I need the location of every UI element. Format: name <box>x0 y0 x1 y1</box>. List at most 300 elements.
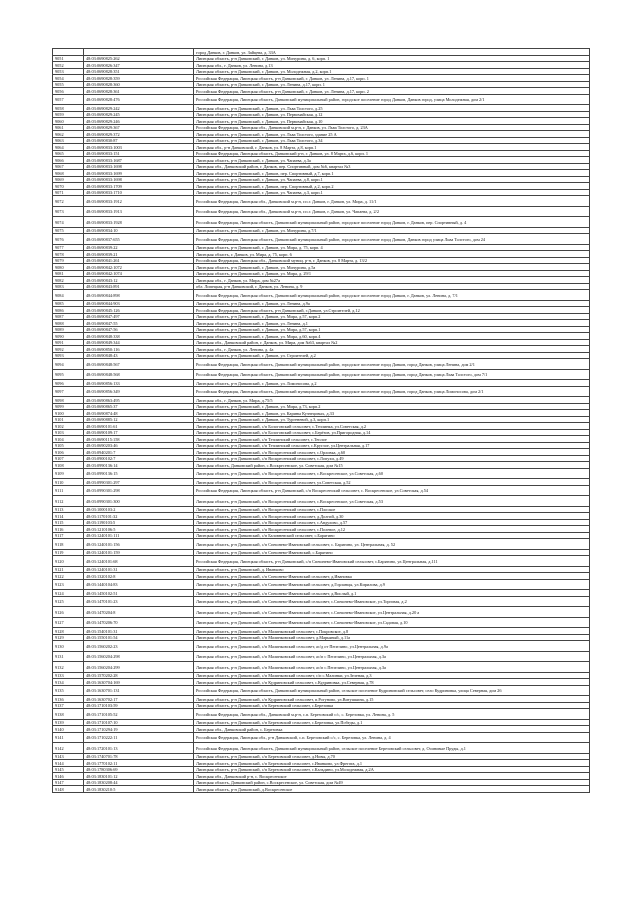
cadastral-number-cell: 48:03:1830101:12 <box>84 773 194 780</box>
address-cell: Липецкая область, Данковский район, с.Воскресенское, ул. Советская, дом №15 <box>194 462 590 469</box>
cadastral-number-cell: 48:03:0690833:1687 <box>84 157 194 164</box>
table-row <box>53 709 590 720</box>
table-row <box>53 386 590 397</box>
row-number-cell: 9141 <box>53 732 84 743</box>
row-number-cell: 9064 <box>53 144 84 151</box>
row-number-cell: 9089 <box>53 326 84 333</box>
address-cell: Липецкая область, р-н Данковский, с/п Теплинский сельсовет, с.Теплое <box>194 436 590 443</box>
cadastral-number-cell: 48:03:1630701:131 <box>84 685 194 696</box>
address-cell: Липецкая область, р-н Данковский, с/п Спешнево-Ивановский, с.Барятино <box>194 549 590 556</box>
row-number-cell: 9070 <box>53 183 84 190</box>
table-row <box>53 369 590 380</box>
address-cell: Российская Федерация, Липецкая область, р-н Данковский, с/п Воскресенский сельсовет, с. Воскресенское, ул.Советская, д.54 <box>194 485 590 496</box>
cadastral-number-cell: 48:03:0690844:898 <box>84 290 194 301</box>
cadastral-number-cell: 48:03:1560202:23 <box>84 641 194 652</box>
row-number-cell: 9055 <box>53 81 84 88</box>
table-row <box>53 206 590 217</box>
row-number-cell: 9097 <box>53 386 84 397</box>
address-cell: Липецкая область, р-н Данковский, г. Данков, ул. Мичурина, д. 6, корп. 1 <box>194 55 590 62</box>
table-row <box>53 468 590 479</box>
table-row <box>53 359 590 370</box>
address-cell: Липецкая область, р-н Данковский, с/п Воскресенский сельсовет, ул.Советская, д.52 <box>194 479 590 486</box>
row-number-cell: 9076 <box>53 234 84 245</box>
cadastral-number-cell: 48:03:0690839:22 <box>84 244 194 251</box>
table-row <box>53 496 590 507</box>
address-cell: Российская Федерация, Липецкая обл., Данковский м.р-н, г.п.г. Данков, г. Данков, ул. Чапаева, д. 2/2 <box>194 206 590 217</box>
address-cell: Липецкая обл., Данковский район, г. Данков, ул. Мира, дом №63, квартал №2 <box>194 339 590 346</box>
cadastral-number-cell: 48:03:0690833:1913 <box>84 206 194 217</box>
cadastral-number-cell: 48:03:0690829:372 <box>84 131 194 138</box>
address-cell: Липецкая область, р-н Данковский, г. Данков, ул. Мичурина, д.7/1 <box>194 227 590 234</box>
cadastral-number-cell: 48:03:0690841:261 <box>84 257 194 264</box>
table-row <box>53 94 590 105</box>
table-row <box>53 196 590 207</box>
address-cell: Липецкая область, р-н Данковский, с/п Теплинский сельсовет, с.Круглое, ул.Центральная, д.17 <box>194 442 590 449</box>
cadastral-number-cell: 48:03:1710105:52 <box>84 709 194 720</box>
row-number-cell: 9057 <box>53 94 84 105</box>
cadastral-number-cell: 48:03:1830208:44 <box>84 779 194 786</box>
address-cell: Липецкая область, р-н Данковский, г. Данков, ул. Первомайская, д.10 <box>194 118 590 125</box>
row-number-cell: 9137 <box>53 702 84 709</box>
address-cell: Российская Федерация, Липецкая область, р-н Данковский, г. Данков, ул. Ленина, д.17, корп. 2 <box>194 88 590 95</box>
address-cell: Липецкая область, р-н Данковский, г. Данков, пер. Спортивный, д.2, корп.2 <box>194 183 590 190</box>
cadastral-number-cell: 48:03:0690843:891 <box>84 283 194 290</box>
row-number-cell: 9126 <box>53 607 84 618</box>
row-number-cell: 9062 <box>53 131 84 138</box>
table-row <box>53 786 590 793</box>
cadastral-number-cell: 48:03:0690833:1003 <box>84 144 194 151</box>
cadastral-number-cell: 48:03:0690115:158 <box>84 436 194 443</box>
table-row <box>53 662 590 673</box>
row-number-cell: 9099 <box>53 403 84 410</box>
address-cell: Липецкая область, р-н Данковский, г. Данков, ул. Ленина, д.9а <box>194 300 590 307</box>
row-number-cell: 9068 <box>53 170 84 177</box>
address-cell: Липецкая область, р-н Данковский, с/п Березовский сельсовет, д.Новы, д.70 <box>194 753 590 760</box>
cadastral-number-cell: 48:03:0690109:17 <box>84 429 194 436</box>
cadastral-number-cell: 48:03:0990301:300 <box>84 496 194 507</box>
row-number-cell: 9131 <box>53 651 84 662</box>
registry-table-body <box>53 49 590 793</box>
table-row <box>53 651 590 662</box>
row-number-cell: 9143 <box>53 753 84 760</box>
row-number-cell: 9107 <box>53 455 84 462</box>
cadastral-number-cell: 48:03:0690850:116 <box>84 346 194 353</box>
cadastral-number-cell: 48:03:0690829:245 <box>84 111 194 118</box>
cadastral-number-cell: 48:03:0690848:338 <box>84 333 194 340</box>
cadastral-number-cell: 48:03:0690842:1074 <box>84 270 194 277</box>
row-number-cell: 9140 <box>53 726 84 733</box>
row-number-cell: 9090 <box>53 333 84 340</box>
cadastral-number-cell: 48:03:1710103:59 <box>84 702 194 709</box>
row-number-cell: 9051 <box>53 55 84 62</box>
row-number-cell: 9098 <box>53 397 84 404</box>
address-cell: Липецкая область, р-н Данковский, г. Данков, ул. Молодежная, д.2, корп.1 <box>194 68 590 75</box>
address-cell: Липецкая область, р-н Данковский, с/п Спешнево-Ивановский сельсовет, д.Вислый, д.1 <box>194 590 590 597</box>
table-row <box>53 617 590 628</box>
row-number-cell: 9063 <box>53 137 84 144</box>
cadastral-number-cell: 48:03:1710107:10 <box>84 719 194 726</box>
address-cell: Липецкая обл., Данковский р-н, с. Воскресенское <box>194 773 590 780</box>
cadastral-number-cell: 48:03:1470101:23 <box>84 596 194 607</box>
address-cell: Липецкая область, р-н Данковский, с/п Малинковский сельсовет, д.Марьяный, д.11а <box>194 634 590 641</box>
row-number-cell: 9095 <box>53 369 84 380</box>
address-cell: Липецкая обл., г. Данков, ул. Мира, дом №27а <box>194 277 590 284</box>
address-cell: Липецкая область, р-н Данковский, д. Иванково <box>194 566 590 573</box>
address-cell: Липецкая область, р-н Данковский, г. Данков, ул. Льва Толстого, д.34 <box>194 137 590 144</box>
row-number-cell: 9074 <box>53 217 84 228</box>
cadastral-number-cell: 48:03:0690828:351 <box>84 68 194 75</box>
table-row <box>53 290 590 301</box>
row-number-cell: 9079 <box>53 257 84 264</box>
row-number-cell: 9115 <box>53 519 84 526</box>
address-cell: Российская Федерация, Липецкая область, Данковский муниципальный район, городское поселение город Данков, город Данков, улица Ломоносова, дом 2/1 <box>194 386 590 397</box>
address-cell: Липецкая область, р-н Данковский, с/п Спешнево-Ивановский сельсовет, с.Спешнево-Ивановское, ул.Центральная, д.20 а <box>194 607 590 618</box>
row-number-cell: 9113 <box>53 506 84 513</box>
address-cell: Липецкая область, р-н Данковский, г. Данков, ул. Мичурина, д.5а <box>194 264 590 271</box>
address-cell: Липецкая область, р-н Данковский, с/п Малинковский сельсовет, с/п с.Малинки, ул.Зеленая, д.3 <box>194 672 590 679</box>
address-cell: Липецкая область, р-н Данковский, с/п Березовский сельсовет, с.Кальдино, ул.Молодежная, д.2А <box>194 766 590 773</box>
table-row <box>53 485 590 496</box>
cadastral-number-cell: 48:03:0690833:1699 <box>84 170 194 177</box>
row-number-cell: 9133 <box>53 672 84 679</box>
address-cell: Липецкая область, р-н Данковский, с/п Спешнево-Ивановский сельсовет, с.Спешнево-Ивановское, ул.Садовая, д.10 <box>194 617 590 628</box>
address-cell: Липецкая область, р-н Данковский, г. Данков, ул. Чапаева, д.3, корп.1 <box>194 189 590 196</box>
cadastral-number-cell: 48:03:1320102:8 <box>84 573 194 580</box>
row-number-cell: 9118 <box>53 539 84 550</box>
address-cell: Липецкая область, р-н Данковский, с/п Малинковский сельсовет, ас/д от Пепелино, ул.Центральная, д.9а <box>194 641 590 652</box>
row-number-cell: 9071 <box>53 189 84 196</box>
row-number-cell: 9130 <box>53 641 84 652</box>
address-cell: Липецкая область, р-н Данковский, с/п Спешнево-Ивановский сельсовет, д.Ивановка <box>194 573 590 580</box>
address-cell: Липецкая область, р-н Данковский, г. Данков, ул. Чапаева, д.3а <box>194 157 590 164</box>
row-number-cell: 9100 <box>53 410 84 417</box>
address-cell: Липецкая область, р-н Данковский, с/п Воскресенский сельсовет, д.Долгий, д.30 <box>194 513 590 520</box>
address-cell: Липецкая область, р-н Данковский, г. Данков, ул. Мира, д.60, корп.4 <box>194 333 590 340</box>
cadastral-number-cell: 48:03:1240101:156 <box>84 539 194 550</box>
cadastral-number-cell: 48:03:0900102:7 <box>84 455 194 462</box>
cadastral-number-cell: 48:03:0990136:15 <box>84 468 194 479</box>
row-number-cell: 9125 <box>53 596 84 607</box>
row-number-cell: 9078 <box>53 251 84 258</box>
cadastral-number-cell: 48:03:1190103:5 <box>84 519 194 526</box>
row-number-cell: 9104 <box>53 436 84 443</box>
row-number-cell: 9092 <box>53 346 84 353</box>
row-number-cell: 9075 <box>53 227 84 234</box>
address-cell: обл. Липецкая, р-н Данковский, г. Данков, ул. Ленина, д. 9 <box>194 283 590 290</box>
cadastral-number-cell: 48:03:1440104:83 <box>84 579 194 590</box>
address-cell: Российская Федерация, Липецкая область, р-н Данковский, г.Данков, ул.Строителей, д.12 <box>194 307 590 314</box>
address-cell: Липецкая область, р-н Данковский, с/п Березовский сельсовет, с.Иванково, ул.Фрегата, д.1 <box>194 760 590 767</box>
cadastral-number-cell: 48:03:1770102:11 <box>84 760 194 767</box>
row-number-cell: 9101 <box>53 416 84 423</box>
registry-sheet <box>52 48 589 793</box>
cadastral-number-cell: 48:03:0690856:133 <box>84 380 194 387</box>
address-cell: Российская Федерация, Липецкая область, Данковский муниципальный район, городское поселение город Данков, Данков город, улица Молодежная, дом 2/1 <box>194 94 590 105</box>
address-cell: Липецкая область, р-н Данковский, с/п Баловневский сельсовет, с.Барятино <box>194 532 590 539</box>
address-cell: Российская Федерация, Липецкая обл., Данковский муниц. р-н, г. Данков, ул. 8 Марта, д. 13/2 <box>194 257 590 264</box>
cadastral-number-cell: 48:03:1570202:28 <box>84 672 194 679</box>
cadastral-number-cell: 48:03:0690839:21 <box>84 251 194 258</box>
row-number-cell: 9119 <box>53 549 84 556</box>
row-number-cell: 9060 <box>53 118 84 125</box>
cadastral-number-cell: 48:03:1710294:19 <box>84 726 194 733</box>
table-row <box>53 732 590 743</box>
address-cell: Липецкая область, р-н Данковский, с/п Спешнево-Ивановский сельсовет, д.Горланцы, ул.Кирилова, д.9 <box>194 579 590 590</box>
cadastral-number-cell: 48:03:0990301:297 <box>84 479 194 486</box>
row-number-cell: 9102 <box>53 423 84 430</box>
row-number-cell: 9147 <box>53 779 84 786</box>
row-number-cell: 9110 <box>53 479 84 486</box>
row-number-cell: 9129 <box>53 634 84 641</box>
registry-table <box>52 48 590 793</box>
row-number-cell: 9080 <box>53 264 84 271</box>
cadastral-number-cell: 48:03:0690826:347 <box>84 62 194 69</box>
row-number-cell: 9084 <box>53 290 84 301</box>
cadastral-number-cell: 48:03:0690842:1072 <box>84 264 194 271</box>
cadastral-number-cell: 48:03:0690847:55 <box>84 320 194 327</box>
row-number-cell: 9114 <box>53 513 84 520</box>
cadastral-number-cell: 48:03:0690848:567 <box>84 359 194 370</box>
cadastral-number-cell: 48:03:0690834:10 <box>84 227 194 234</box>
address-cell: Липецкая область, р-н Данковский, г. Данков, ул. Мира, д. 29/1 <box>194 270 590 277</box>
cadastral-number-cell: 48:03:0690828:359 <box>84 75 194 82</box>
address-cell: город Данков, г. Данков, ул. Зайцева, д. 33А <box>194 49 590 56</box>
address-cell: Липецкая область, р-н Данковский, г. Данков, ул. Ломоносова, д.2 <box>194 380 590 387</box>
row-number-cell: 9111 <box>53 485 84 496</box>
row-number-cell: 9088 <box>53 320 84 327</box>
cadastral-number-cell: 48:03:1240101:111 <box>84 532 194 539</box>
address-cell: Липецкая область, р-н Данковский, с/п Спешнево-Ивановский сельсовет, с.Спешнево-Ивановское, ул.Торговая, д.2 <box>194 596 590 607</box>
row-number-cell: 9083 <box>53 283 84 290</box>
row-number-cell: 9145 <box>53 766 84 773</box>
address-cell: Липецкая область, р-н Данковский, г. Данков, ул. Тургеневой, д.3, корп.1 <box>194 416 590 423</box>
address-cell: Липецкая область, р-н Данковский, г. Данков, ул. Ленина, д.1 <box>194 320 590 327</box>
row-number-cell: 9093 <box>53 352 84 359</box>
row-number-cell: 9144 <box>53 760 84 767</box>
address-cell: Российская Федерация, Липецкая область, Данковский муниципальный район, сельское поселение Березовский сельсовет, д. Осиновые Пруды, д.1 <box>194 743 590 754</box>
row-number-cell: 9134 <box>53 679 84 686</box>
address-cell: Липецкая обл., г. Данков, ул. Ленина, д.13 <box>194 62 590 69</box>
cadastral-number-cell: 48:03:1720101:13 <box>84 743 194 754</box>
cadastral-number-cell: 48:03:0690874:48 <box>84 410 194 417</box>
cadastral-number-cell: 48:03:0690845:126 <box>84 307 194 314</box>
row-number-cell: 9058 <box>53 105 84 112</box>
row-number-cell: 9103 <box>53 429 84 436</box>
address-cell: Липецкая область, р-н Данковский, г. Данков, ул. Первомайская, д.12 <box>194 111 590 118</box>
address-cell: Липецкая область, р-н Данковский, г. Данков, ул. Мира, д. 75, корп. 4 <box>194 244 590 251</box>
row-number-cell: 9067 <box>53 163 84 170</box>
row-number-cell: 9087 <box>53 313 84 320</box>
cadastral-number-cell: 48:03:1830210:5 <box>84 786 194 793</box>
row-number-cell: 9148 <box>53 786 84 793</box>
row-number-cell: 9052 <box>53 62 84 69</box>
cadastral-number-cell: 48:03:0690203:46 <box>84 442 194 449</box>
address-cell: Липецкая обл., г. Данков, ул. Мира, д.75/5 <box>194 397 590 404</box>
cadastral-number-cell: 48:03:0990301:298 <box>84 485 194 496</box>
table-row <box>53 607 590 618</box>
cadastral-number-cell: 48:03:1740701:78 <box>84 753 194 760</box>
cadastral-number-cell: 48:03:0690101:61 <box>84 423 194 430</box>
cadastral-number-cell: 48:03:0940201:7 <box>84 449 194 456</box>
cadastral-number-cell: 48:03:1560204:298 <box>84 651 194 662</box>
row-number-cell: 9138 <box>53 709 84 720</box>
cadastral-number-cell: 48:03:0690833:1709 <box>84 183 194 190</box>
address-cell: Российская Федерация, Липецкая область, Данковский муниципальный район, городское поселение город Данков, город Данков, улица Льва Толстого, дом 7/1 <box>194 369 590 380</box>
cadastral-number-cell: 48:03:1550101:54 <box>84 634 194 641</box>
row-number-cell: 9123 <box>53 579 84 590</box>
cadastral-number-cell: 48:03:0690833:1698 <box>84 163 194 170</box>
address-cell: Липецкая область, р-н Данковский, г. Данков, ул. Льва Толстого, д.25 <box>194 105 590 112</box>
row-number-cell: 9109 <box>53 468 84 479</box>
cadastral-number-cell: 48:03:0690830:87 <box>84 137 194 144</box>
table-row <box>53 743 590 754</box>
cadastral-number-cell: 48:03:1540101:31 <box>84 628 194 635</box>
cadastral-number-cell: 48:03:0690828:360 <box>84 81 194 88</box>
cadastral-number-cell: 48:03:0690829:242 <box>84 105 194 112</box>
address-cell: Российская Федерация, Липецкая обл., Данковский м.р-н, с.п. Березовский с/с, с. Березовка, ул. Ленина, д. 5 <box>194 709 590 720</box>
cadastral-number-cell: 48:03:0690847:497 <box>84 313 194 320</box>
row-number-cell: 9096 <box>53 380 84 387</box>
address-cell: Российская Федерация, Липецкая область, Данковский муниципальный район, городское поселение город Данков, Данков город улица Льва Толстого, дом 24 <box>194 234 590 245</box>
cadastral-number-cell: 48:03:0690833:1928 <box>84 217 194 228</box>
cadastral-number-cell: 48:03:1210106:5 <box>84 526 194 533</box>
row-number-cell: 9081 <box>53 270 84 277</box>
row-number-cell: 9073 <box>53 206 84 217</box>
table-row <box>53 579 590 590</box>
cadastral-number-cell: 48:03:0690825:262 <box>84 55 194 62</box>
cadastral-number-cell: 48:03:0690828:476 <box>84 94 194 105</box>
row-number-cell: 9128 <box>53 628 84 635</box>
address-cell: Липецкая область, р-н Данковский, г. Данков, пер. Спортивный, д.7, корп.1 <box>194 170 590 177</box>
address-cell: Липецкая область, р-н Данковский, г. Данков, ул. Мира, д.57, корп.1 <box>194 326 590 333</box>
table-row <box>53 641 590 652</box>
cadastral-number-cell: 48:03:1470206:70 <box>84 617 194 628</box>
cadastral-number-cell: 48:03:0690833:1912 <box>84 196 194 207</box>
row-number-cell: 9117 <box>53 532 84 539</box>
cadastral-number-cell: 48:03:0690837:655 <box>84 234 194 245</box>
row-number-cell: 9077 <box>53 244 84 251</box>
row-number-cell: 9094 <box>53 359 84 370</box>
address-cell: Липецкая область, р-н Данковский, с/п Березовский сельсовет, с.Березовка <box>194 702 590 709</box>
table-row <box>53 539 590 550</box>
cadastral-number-cell: 48:03:0690856:349 <box>84 386 194 397</box>
cadastral-number-cell: 48:03:1240101:159 <box>84 549 194 556</box>
address-cell: Липецкая область, р-н Данковский, с/п Воскресенский сельсовет, с.Плоское <box>194 506 590 513</box>
row-number-cell: 9120 <box>53 556 84 567</box>
address-cell: Российская Федерация, Липецкая обл., р-н Данковский, с.п. Березовский с/с, с. Березовка, ул. Ленина, д. 4 <box>194 732 590 743</box>
address-cell: Липецкая обл., Данковский район, с. Березовка <box>194 726 590 733</box>
address-cell: Липецкая область, р-н Данковский, с/п Березовский сельсовет, с.Березовка, ул.Победы, д.1 <box>194 719 590 726</box>
row-number-cell: 9059 <box>53 111 84 118</box>
cadastral-number-cell: 48:03:0690843:12 <box>84 277 194 284</box>
row-number-cell: 9135 <box>53 685 84 696</box>
address-cell: Липецкая область, р-н Данковский, с/п Воскресенский сельсовет, с.Лопухи, д.49 <box>194 455 590 462</box>
address-cell: Российская Федерация, Липецкая обл., Данковский м.р-н, г. Данков, ул. Льва Толстого, д. 23А <box>194 124 590 131</box>
row-number-cell: 9127 <box>53 617 84 628</box>
row-number-cell: 9056 <box>53 88 84 95</box>
cadastral-number-cell: 48:03:1470204:8 <box>84 607 194 618</box>
address-cell: Липецкая область, р-н Данковский, г. Данков, ул. Чапаева, д.8, корп.1 <box>194 176 590 183</box>
row-number-cell: 9122 <box>53 573 84 580</box>
cadastral-number-cell: 48:03:0690833:151 <box>84 150 194 157</box>
address-cell: Российская Федерация, Липецкая область, Данковский муниципальный район, городское поселение город Данков, город Данков, улица Ленина, дом 2/1 <box>194 359 590 370</box>
address-cell: Российская Федерация, Липецкая область, р-н Данковский, с/п Спешнево-Ивановский сельсовет, с.Барятино, ул.Центральная, д.111 <box>194 556 590 567</box>
row-number-cell: 9136 <box>53 696 84 703</box>
address-cell: Российская Федерация, Липецкая область, Данковский муниципальный район, городское поселение город Данков, г. Данков, пер. Спортивный, д. 4 <box>194 217 590 228</box>
address-cell: Липецкая область, р-н Данковский, с/п Воскресенский сельсовет, с.Воскресенское, ул.Советская, д.53 <box>194 496 590 507</box>
row-number-cell: 9116 <box>53 526 84 533</box>
cadastral-number-cell: 48:03:1240101:31 <box>84 566 194 573</box>
table-row <box>53 217 590 228</box>
table-row <box>53 596 590 607</box>
cadastral-number-cell: 48:03:0690829:246 <box>84 118 194 125</box>
address-cell: Липецкая область, р-н Данковский, г. Данков, ул. Строителей, д.2 <box>194 352 590 359</box>
address-cell: Липецкая область, р-н Данковский, с/п Спешнево-Ивановский сельсовет, с. Барятино, ул. Центральная, д. 52 <box>194 539 590 550</box>
address-cell: Липецкая область, р-н Данковский, с/п Бологовский сельсовет, с.Теплинка, ул.Советская, д.2 <box>194 423 590 430</box>
row-number-cell: 9091 <box>53 339 84 346</box>
cadastral-number-cell: 48:03:1560204:299 <box>84 662 194 673</box>
row-number-cell: 9061 <box>53 124 84 131</box>
row-number-cell: 9132 <box>53 662 84 673</box>
row-number-cell: 9142 <box>53 743 84 754</box>
cadastral-number-cell: 48:03:1710222:11 <box>84 732 194 743</box>
address-cell: Липецкая область, г. Данков, ул. Мира, д. 75, корп. 6 <box>194 251 590 258</box>
row-number-cell: 9121 <box>53 566 84 573</box>
address-cell: Липецкая область, Данковский район, с.Воскресенское, ул. Советская, дом №49 <box>194 779 590 786</box>
cadastral-number-cell: 48:03:0690833:1710 <box>84 189 194 196</box>
cadastral-number-cell: 48:03:1000103:2 <box>84 506 194 513</box>
cadastral-number-cell: 48:03:0690828:361 <box>84 88 194 95</box>
address-cell: Липецкая область, р-н Данковский, с/п Малинковский сельсовет, ас/п с Пепелино, ул.Центральная, д.3а <box>194 651 590 662</box>
row-number-cell: 9069 <box>53 176 84 183</box>
row-number-cell: 9086 <box>53 307 84 314</box>
row-number-cell: 9072 <box>53 196 84 207</box>
table-row <box>53 685 590 696</box>
row-number-cell: 9105 <box>53 442 84 449</box>
cadastral-number-cell: 48:03:1630704:169 <box>84 679 194 686</box>
cadastral-number-cell: 48:03:0690847:56 <box>84 326 194 333</box>
address-cell: Российская Федерация, Липецкая область, Данковский муниципальный район, сельское поселение Кудриновский сельсовет, село Кудриновка, улица Северная, дом 26 <box>194 685 590 696</box>
address-cell: Липецкая область, р-н Данковский, г. Данков, ул. Ленина, д.17, корп. 1 <box>194 81 590 88</box>
address-cell: Липецкая обл., Данковский район, г. Данков, пер. Спортивный, дом №6, квартал №3 <box>194 163 590 170</box>
cadastral-number-cell: 48:03:0690863:495 <box>84 397 194 404</box>
cadastral-number-cell: 48:03:0690865:37 <box>84 403 194 410</box>
row-number-cell: 9124 <box>53 590 84 597</box>
cadastral-number-cell: 48:03:1170101:32 <box>84 513 194 520</box>
address-cell: Липецкая область, р-н Данковский, г. Данков, ул. Мира, д.73, корп.2 <box>194 403 590 410</box>
row-number-cell: 9066 <box>53 157 84 164</box>
address-cell: Липецкая область, р-н Данковский, с/п Воскресенский сельсовет, с.Полевое, д.12 <box>194 526 590 533</box>
address-cell: Липецкая область, р-н Данковский, с/п Воскресенский сельсовет, с.Авдулово, д.57 <box>194 519 590 526</box>
address-cell: Липецкая область, р-н Данковский, с/п Воскресенский сельсовет, с.Орловка, д.60 <box>194 449 590 456</box>
row-number-cell: 9054 <box>53 75 84 82</box>
row-number-cell: 9085 <box>53 300 84 307</box>
table-row <box>53 234 590 245</box>
address-cell: Липецкая область, р-н Данковский, с/п Малинковский сельсовет, ас/п с.Пепелино, ул.Центральная, д.3а <box>194 662 590 673</box>
address-cell: Липецкая область, р-н Данковский, д.Воскресенское <box>194 786 590 793</box>
cadastral-number-cell: 48:03:0690829:367 <box>84 124 194 131</box>
row-number-cell: 9065 <box>53 150 84 157</box>
row-number-cell: 9112 <box>53 496 84 507</box>
address-cell: Липецкая область, р-н Данковский, г. Данков, ул. Мира, д.57, корп.2 <box>194 313 590 320</box>
address-cell: Липецкая обл., р-н Данковский, г. Данков, ул. 8 Марта, д.8, корп.1 <box>194 144 590 151</box>
cadastral-number-cell: 48:03:1450102:51 <box>84 590 194 597</box>
row-number-cell: 9082 <box>53 277 84 284</box>
row-number-cell: 9108 <box>53 462 84 469</box>
cadastral-number-cell: 48:03:1630702:17 <box>84 696 194 703</box>
address-cell: Липецкая область, р-н Данковский, с/п Бологовский сельсовет, с.Берёзов, ул.Пригородная, д.14 <box>194 429 590 436</box>
cadastral-number-cell: 48:03:0690848:568 <box>84 369 194 380</box>
